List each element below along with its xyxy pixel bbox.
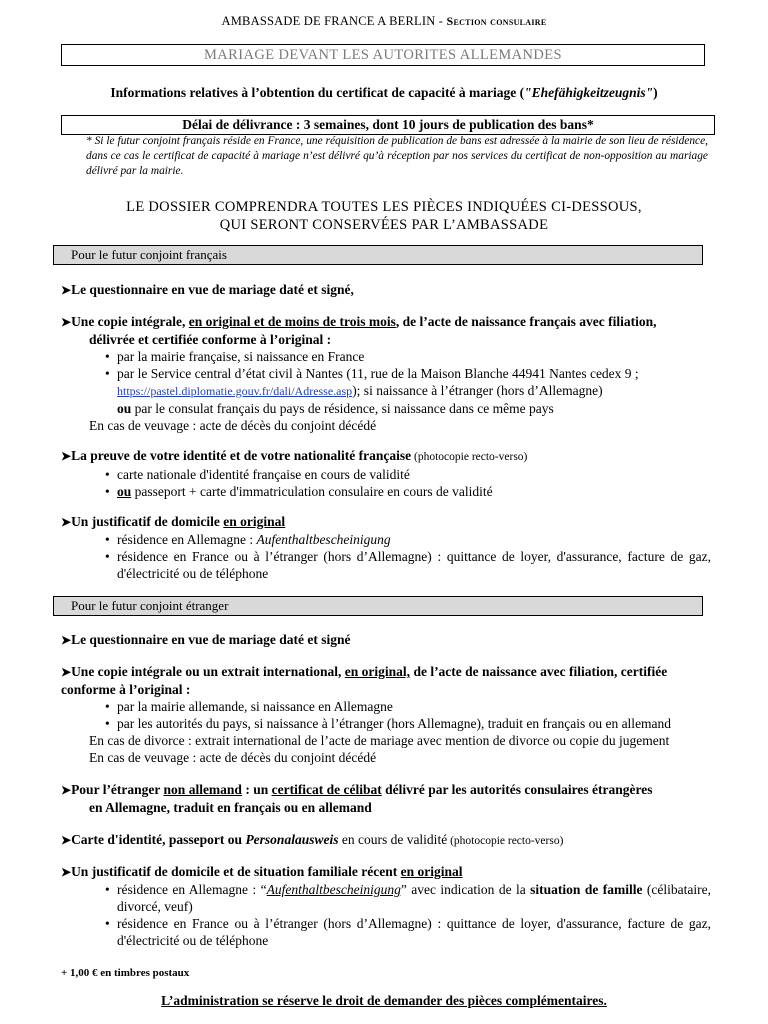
item-title: Un justificatif de domicile — [71, 514, 224, 529]
list-item-text: passeport + carte d'immatriculation consulaire en cours de validité — [131, 484, 493, 499]
info-line — [0, 84, 768, 101]
dossier-line-2: QUI SERONT CONSERVÉES PAR L’AMBASSADE — [219, 217, 549, 233]
item-emphasis: en original — [400, 864, 463, 879]
arrow-icon: ➤ — [61, 449, 72, 463]
list-item: • carte nationale d'identité française en cours de validité — [107, 466, 711, 483]
list-item-text: (célibataire, divorcé, veuf) — [117, 882, 711, 914]
french-domicile — [61, 513, 711, 582]
arrow-icon: ➤ — [61, 665, 72, 679]
item-title-cont: : un — [241, 782, 272, 797]
list-item: • résidence en France ou à l’étranger (hors d’Allemagne) : quittance de loyer, d'assurance, facture de gaz, d'électricité ou de téléphone — [107, 548, 711, 582]
arrow-icon: ➤ — [61, 515, 72, 529]
list-item-or — [61, 400, 711, 417]
arrow-icon: ➤ — [61, 833, 72, 847]
french-identity — [61, 447, 711, 500]
list-item-text: par le Service central d’état civil à Nantes (11, rue de la Maison Blanche 44941 Nantes cedex 9 ; — [117, 366, 639, 381]
foreign-domicile — [61, 863, 711, 949]
section-foreign-title: Pour le futur conjoint étranger — [71, 598, 229, 613]
widowhood-note: En cas de veuvage : acte de décès du conjoint décédé — [89, 750, 377, 765]
list-item: • résidence en France ou à l’étranger (hors d’Allemagne) : quittance de loyer, d'assurance, facture de gaz, d'électricité ou de téléphone — [107, 915, 711, 949]
arrow-icon: ➤ — [61, 865, 72, 879]
header-section: Section consulaire — [446, 14, 547, 28]
list-item-text: résidence en Allemagne : “ — [117, 882, 267, 897]
section-foreign — [53, 596, 703, 616]
divorce-note: En cas de divorce : extrait international de l’acte de mariage avec mention de divorce ou copie du jugement — [89, 733, 670, 748]
postal-stamps-note: + 1,00 € en timbres postaux — [61, 967, 190, 979]
list-item — [107, 881, 711, 915]
info-close: ) — [653, 85, 658, 100]
item-emphasis: non allemand — [163, 782, 242, 797]
page-header — [0, 13, 768, 30]
item-title: Le questionnaire en vue de mariage daté et signé, — [71, 282, 354, 297]
delay-box: Délai de délivrance : 3 semaines, dont 10 jours de publication des bans* — [61, 115, 715, 135]
list-item — [107, 483, 711, 500]
list-item-text: ” avec indication de la — [400, 882, 531, 897]
footnote: * Si le futur conjoint français réside en France, une réquisition de publication de bans est adressée à la mairie de son lieu de résidence, dans ce cas le certificat de capacité à mariage n’est délivré qu’à réception par nos services du certificat de non-opposition au mariage délivré par la mairie. — [86, 135, 708, 177]
dossier-heading — [0, 198, 768, 234]
widowhood-note: En cas de veuvage : acte de décès du conjoint décédé — [89, 418, 377, 433]
item-title: Le questionnaire en vue de mariage daté et signé — [71, 632, 351, 647]
section-french — [53, 245, 703, 265]
or-word: ou — [117, 401, 132, 416]
french-questionnaire — [61, 281, 711, 299]
list-item-emphasis: situation de famille — [530, 882, 643, 897]
item-title: Carte d'identité, passeport ou — [71, 832, 246, 847]
document-title: MARIAGE DEVANT LES AUTORITES ALLEMANDES — [61, 44, 705, 66]
foreign-birth-certificate — [61, 663, 711, 766]
item-title-line-2: conforme à l’original : — [61, 682, 191, 697]
item-text: en cours de validité — [338, 832, 448, 847]
list-item: • par la mairie française, si naissance en France — [107, 348, 711, 365]
final-note — [0, 992, 768, 1009]
item-note: (photocopie recto-verso) — [447, 835, 564, 847]
item-title-line-2: délivrée et certifiée conforme à l’original : — [89, 332, 332, 347]
item-title-cont: de l’acte de naissance avec filiation, certifiée — [410, 664, 668, 679]
list-item-term: Aufenthaltbescheinigung — [256, 532, 391, 547]
list-item-text: résidence en Allemagne : — [117, 532, 257, 547]
item-emphasis: en original, — [344, 664, 411, 679]
list-item: • par la mairie allemande, si naissance en Allemagne — [107, 698, 711, 715]
item-term: Personalausweis — [245, 832, 339, 847]
info-text: Informations relatives à l’obtention du certificat de capacité à mariage ( — [110, 85, 525, 100]
item-title: Une copie intégrale ou un extrait international, — [71, 664, 345, 679]
foreign-questionnaire — [61, 631, 711, 649]
item-title: Une copie intégrale, — [71, 314, 189, 329]
list-item — [107, 531, 711, 548]
dossier-line-1: LE DOSSIER COMPRENDRA TOUTES LES PIÈCES INDIQUÉES CI-DESSOUS, — [126, 199, 642, 215]
item-title: Pour l’étranger — [71, 782, 164, 797]
list-item-term: Aufenthaltbescheinigung — [266, 882, 401, 897]
item-title-cont: , de l’acte de naissance français avec filiation, — [395, 314, 657, 329]
item-emphasis: en original — [223, 514, 286, 529]
item-title: Un justificatif de domicile et de situation familiale récent — [71, 864, 401, 879]
french-birth-certificate — [61, 313, 711, 434]
list-item-text: par le consulat français du pays de résidence, si naissance dans ce même pays — [131, 401, 554, 416]
info-term: "Ehefähigkeitzeugnis" — [524, 85, 654, 100]
list-item: • par les autorités du pays, si naissance à l’étranger (hors Allemagne), traduit en français ou en allemand — [107, 715, 711, 732]
arrow-icon: ➤ — [61, 633, 72, 647]
or-word: ou — [117, 484, 132, 499]
foreign-identity — [61, 831, 711, 850]
item-emphasis: en original et de moins de trois mois — [188, 314, 396, 329]
item-note: (photocopie recto-verso) — [411, 451, 528, 463]
list-item — [107, 365, 711, 400]
item-title-line-2: en Allemagne, traduit en français ou en allemand — [89, 800, 372, 815]
pastel-link[interactable]: https://pastel.diplomatie.gouv.fr/dali/Adresse.asp — [117, 384, 353, 398]
item-title-cont: délivré par les autorités consulaires étrangères — [381, 782, 653, 797]
arrow-icon: ➤ — [61, 283, 72, 297]
header-embassy: AMBASSADE DE FRANCE A BERLIN - — [221, 14, 447, 28]
section-french-title: Pour le futur conjoint français — [71, 247, 227, 262]
item-emphasis: certificat de célibat — [271, 782, 382, 797]
arrow-icon: ➤ — [61, 783, 72, 797]
list-item-text: ); si naissance à l’étranger (hors d’Allemagne) — [352, 383, 603, 398]
foreign-celibacy — [61, 781, 711, 816]
arrow-icon: ➤ — [61, 315, 72, 329]
item-title: La preuve de votre identité et de votre nationalité française — [71, 448, 412, 463]
final-note-text: L’administration se réserve le droit de demander des pièces complémentaires. — [161, 993, 607, 1008]
